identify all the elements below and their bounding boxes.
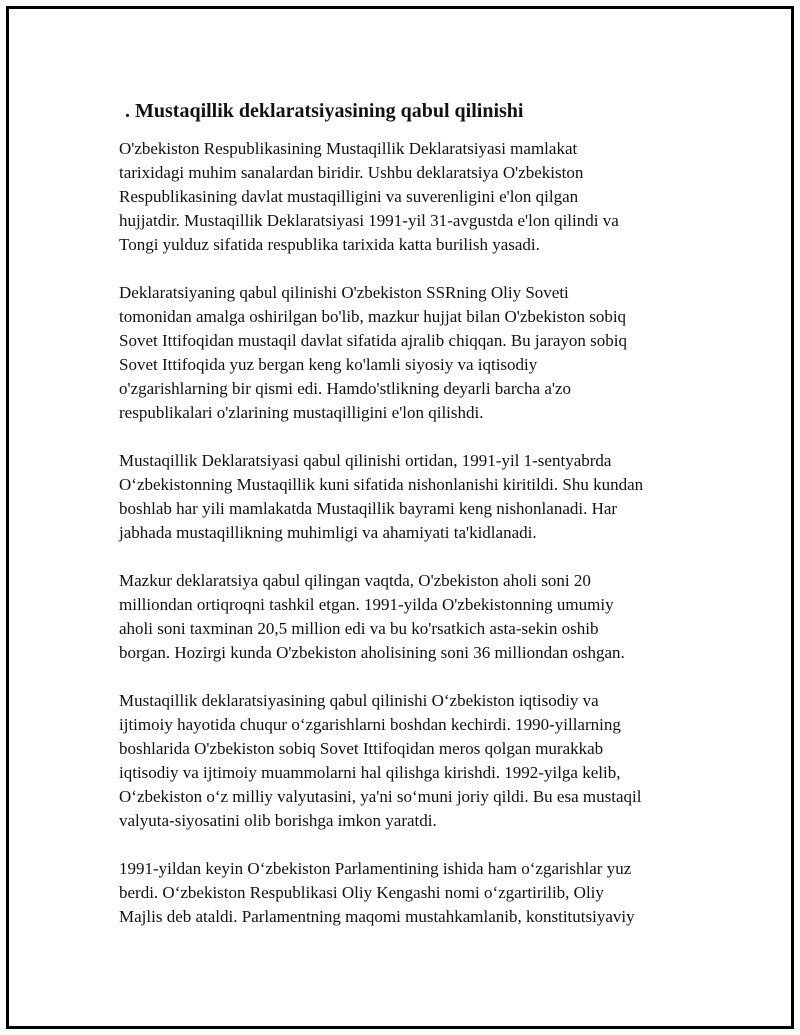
text-line: respublikalari o'zlarining mustaqilligini e'lon qilishdi. <box>119 403 484 422</box>
text-line: Tongi yulduz sifatida respublika tarixida katta burilish yasadi. <box>119 235 540 254</box>
text-line: O'zbekiston Respublikasining Mustaqillik Deklaratsiyasi mamlakat <box>119 139 578 158</box>
page-frame <box>6 6 794 1029</box>
document-body <box>119 97 699 953</box>
paragraph-list <box>119 137 699 929</box>
paragraph-6 <box>119 857 699 929</box>
text-line: boshlarida O'zbekiston sobiq Sovet Ittifoqidan meros qolgan murakkab <box>119 739 604 758</box>
text-line: Majlis deb ataldi. Parlamentning maqomi mustahkamlanib, konstitutsiyaviy <box>119 907 635 926</box>
text-line: ijtimoiy hayotida chuqur o‘zgarishlarni boshdan kechirdi. 1990-yillarning <box>119 715 621 734</box>
text-line: 1991-yildan keyin O‘zbekiston Parlamentining ishida ham o‘zgarishlar yuz <box>119 859 632 878</box>
text-line: borgan. Hozirgi kunda O'zbekiston aholisining soni 36 milliondan oshgan. <box>119 643 625 662</box>
text-line: Mustaqillik Deklaratsiyasi qabul qilinishi ortidan, 1991-yil 1-sentyabrda <box>119 451 612 470</box>
paragraph-1 <box>119 137 699 257</box>
text-line: jabhada mustaqillikning muhimligi va ahamiyati ta'kidlanadi. <box>119 523 537 542</box>
text-line: tomonidan amalga oshirilgan bo'lib, mazkur hujjat bilan O'zbekiston sobiq <box>119 307 627 326</box>
paragraph-2 <box>119 281 699 425</box>
text-line: aholi soni taxminan 20,5 million edi va bu ko'rsatkich asta-sekin oshib <box>119 619 599 638</box>
text-line: Mazkur deklaratsiya qabul qilingan vaqtda, O'zbekiston aholi soni 20 <box>119 571 591 590</box>
text-line: iqtisodiy va ijtimoiy muammolarni hal qilishga kirishdi. 1992-yilga kelib, <box>119 763 621 782</box>
text-line: Respublikasining davlat mustaqilligini va suverenligini e'lon qilgan <box>119 187 579 206</box>
text-line: Deklaratsiyaning qabul qilinishi O'zbekiston SSRning Oliy Soveti <box>119 283 569 302</box>
text-line: O‘zbekiston o‘z milliy valyutasini, ya'ni so‘muni joriy qildi. Bu esa mustaqil <box>119 787 642 806</box>
text-line: berdi. O‘zbekiston Respublikasi Oliy Kengashi nomi o‘zgartirilib, Oliy <box>119 883 604 902</box>
paragraph-3 <box>119 449 699 545</box>
text-line: o'zgarishlarning bir qismi edi. Hamdo'stlikning deyarli barcha a'zo <box>119 379 572 398</box>
text-line: valyuta-siyosatini olib borishga imkon yaratdi. <box>119 811 437 830</box>
text-line: boshlab har yili mamlakatda Mustaqillik bayrami keng nishonlanadi. Har <box>119 499 618 518</box>
text-line: Sovet Ittifoqidan mustaqil davlat sifatida ajralib chiqqan. Bu jarayon sobiq <box>119 331 627 350</box>
text-line: tarixidagi muhim sanalardan biridir. Ushbu deklaratsiya O'zbekiston <box>119 163 584 182</box>
text-line: Sovet Ittifoqida yuz bergan keng ko'lamli siyosiy va iqtisodiy <box>119 355 538 374</box>
text-line: O‘zbekistonning Mustaqillik kuni sifatida nishonlanishi kiritildi. Shu kundan <box>119 475 644 494</box>
text-line: hujjatdir. Mustaqillik Deklaratsiyasi 1991-yil 31-avgustda e'lon qilindi va <box>119 211 619 230</box>
document-title: . Mustaqillik deklaratsiyasining qabul qilinishi <box>125 100 524 122</box>
text-line: Mustaqillik deklaratsiyasining qabul qilinishi O‘zbekiston iqtisodiy va <box>119 691 599 710</box>
paragraph-4 <box>119 569 699 665</box>
text-line: milliondan ortiqroqni tashkil etgan. 1991-yilda O'zbekistonning umumiy <box>119 595 614 614</box>
paragraph-5 <box>119 689 699 833</box>
